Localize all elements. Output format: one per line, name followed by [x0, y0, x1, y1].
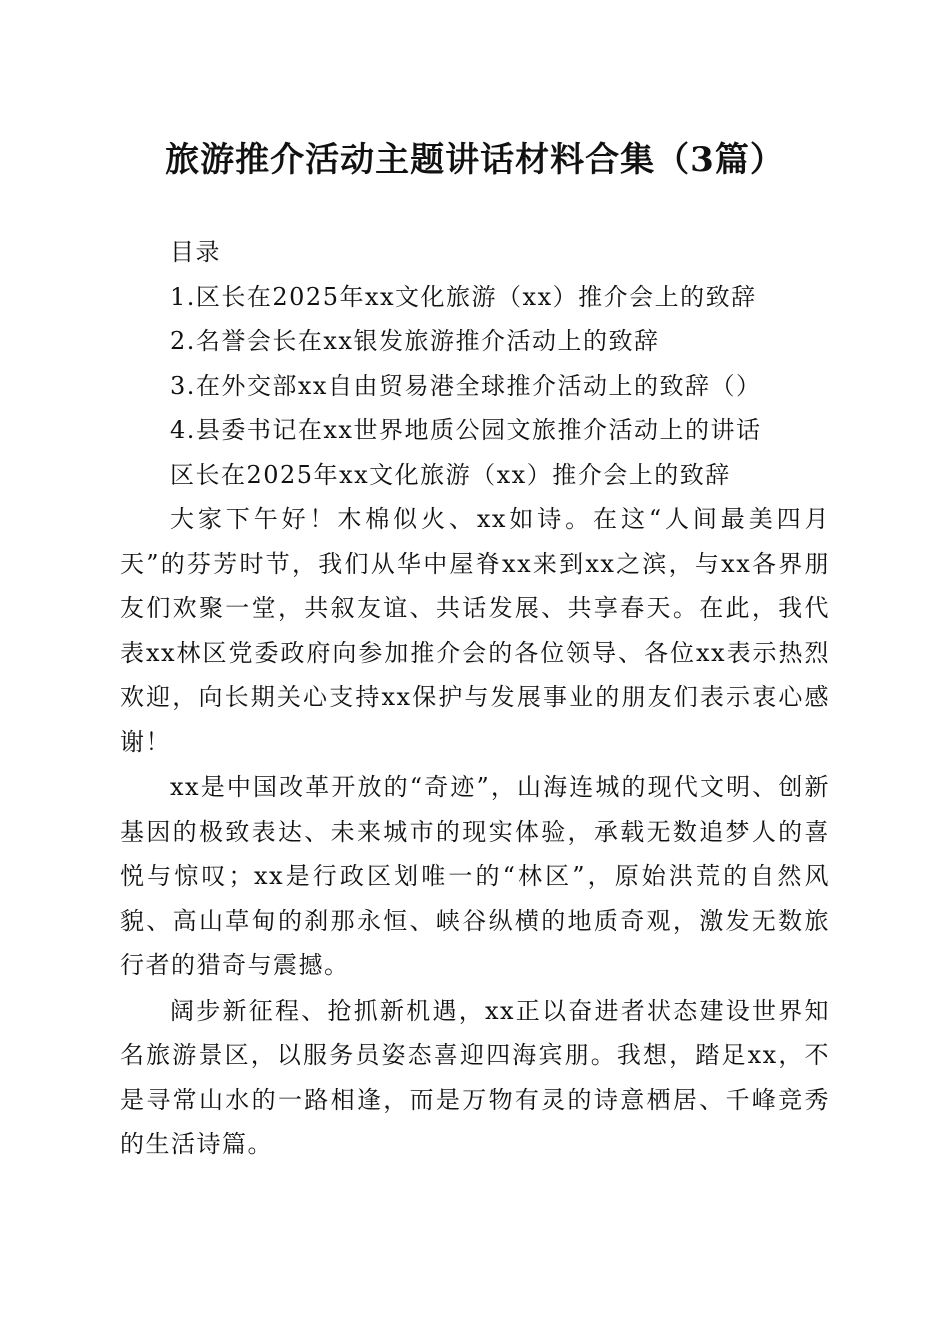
toc-item: 1.区长在2025年xx文化旅游（xx）推介会上的致辞 — [170, 282, 757, 311]
document-title: 旅游推介活动主题讲话材料合集（3篇） — [165, 140, 785, 180]
toc-item: 4.县委书记在xx世界地质公园文旅推介活动上的讲话 — [170, 416, 762, 444]
section-title: 区长在2025年xx文化旅游（xx）推介会上的致辞 — [170, 460, 731, 489]
toc-item: 3.在外交部xx自由贸易港全球推介活动上的致辞（） — [170, 371, 762, 400]
toc-heading: 目录 — [170, 238, 221, 266]
body-paragraph: 阔步新征程、抢抓新机遇，xx正以奋进者状态建设世界知名旅游景区，以服务员姿态喜迎四海宾朋。我想，踏足xx，不是寻常山水的一路相逢，而是万物有灵的诗意栖居、千峰竞秀的生活诗篇。 — [120, 996, 830, 1158]
body-paragraph: 大家下午好！木棉似火、xx如诗。在这“人间最美四月天”的芬芳时节，我们从华中屋脊xx来到xx之滨，与xx各界朋友们欢聚一堂，共叙友谊、共话发展、共享春天。在此，我代表xx林区党委政府向参加推介会的各位领导、各位xx表示热烈欢迎，向长期关心支持xx保护与发展事业的朋友们表示衷心感谢！ — [120, 505, 830, 756]
document-body — [120, 230, 830, 1168]
toc-item: 2.名誉会长在xx银发旅游推介活动上的致辞 — [170, 327, 660, 355]
body-paragraph: xx是中国改革开放的“奇迹”，山海连城的现代文明、创新基因的极致表达、未来城市的现实体验，承载无数追梦人的喜悦与惊叹；xx是行政区划唯一的“林区”，原始洪荒的自然风貌、高山草甸的刹那永恒、峡谷纵横的地质奇观，激发无数旅行者的猎奇与震撼。 — [120, 773, 830, 979]
